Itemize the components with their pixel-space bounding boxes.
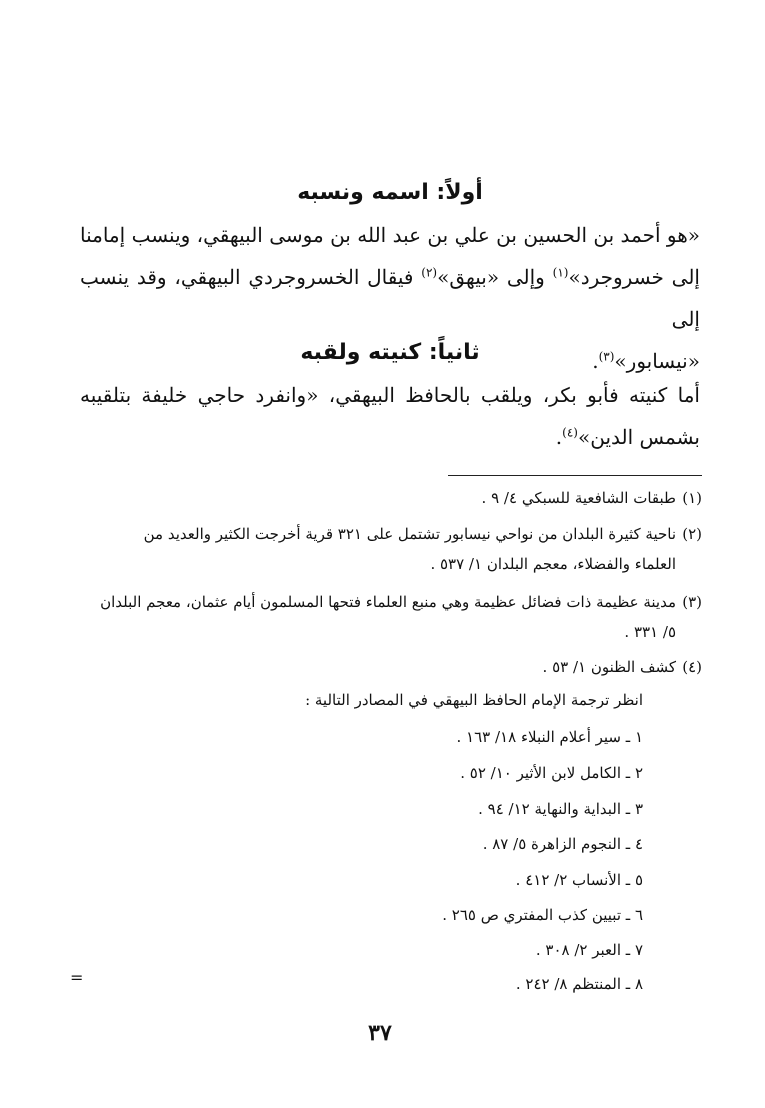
- text-run: .: [555, 425, 563, 449]
- footnote-ref: (١): [552, 265, 569, 280]
- sources-intro: انظر ترجمة الإمام الحافظ البيهقي في المصادر التالية :: [305, 691, 643, 709]
- footnote-number: (١): [682, 489, 702, 507]
- footnote-ref: (٣): [598, 349, 615, 364]
- footnote-3-continued: ٥/ ٣٣١ .: [624, 623, 676, 641]
- footnote-number: (٣): [682, 593, 702, 611]
- continuation-mark: =: [70, 968, 84, 987]
- footnote-1: [80, 483, 702, 513]
- text-run: بشمس الدين»: [577, 425, 700, 449]
- text-run: وإلى «بيهق»: [437, 265, 553, 289]
- footnote-ref: (٤): [562, 425, 578, 440]
- paragraph-line: [80, 416, 700, 458]
- footnote-separator: [448, 475, 702, 476]
- text-run: .: [592, 349, 599, 373]
- source-item: ٢ ـ الكامل لابن الأثير ١٠/ ٥٢ .: [460, 764, 643, 782]
- source-item: ٥ ـ الأنساب ٢/ ٤١٢ .: [515, 871, 643, 889]
- footnote-2-continued: العلماء والفضلاء، معجم البلدان ١/ ٥٣٧ .: [430, 555, 676, 573]
- paragraph-line: [80, 256, 700, 340]
- page-number: ٣٧: [368, 1020, 392, 1046]
- footnote-number: (٢): [682, 525, 702, 543]
- source-item: ٣ ـ البداية والنهاية ١٢/ ٩٤ .: [478, 800, 643, 818]
- source-item: ٧ ـ العبر ٢/ ٣٠٨ .: [535, 941, 643, 959]
- text-run: «نيسابور»: [614, 349, 700, 373]
- footnote-text: طبقات الشافعية للسبكي ٤/ ٩ .: [481, 489, 676, 507]
- footnote-text: ناحية كثيرة البلدان من نواحي نيسابور تشتمل على ٣٢١ قرية أخرجت الكثير والعديد من: [143, 525, 676, 543]
- text-run: فيقال الخسروجردي البيهقي، وقد ينسب إلى: [80, 265, 700, 331]
- footnote-3: [80, 587, 702, 617]
- footnote-text: مدينة عظيمة ذات فضائل عظيمة وهي منبع العلماء فتحها المسلمون أيام عثمان، معجم البلدان: [100, 593, 676, 611]
- section-heading-name: أولاً: اسمه ونسبه: [297, 180, 483, 205]
- section-heading-kunya: ثانياً: كنيته ولقبه: [300, 340, 480, 365]
- footnote-text: كشف الظنون ١/ ٥٣ .: [542, 658, 676, 676]
- text-run: إلى خسروجرد»: [568, 265, 700, 289]
- paragraph-line: أما كنيته فأبو بكر، ويلقب بالحافظ البيهقي، «وانفرد حاجي خليفة بتلقيبه: [80, 383, 700, 407]
- kunya-paragraph: [80, 374, 700, 458]
- source-item: ١ ـ سير أعلام النبلاء ١٨/ ١٦٣ .: [456, 728, 643, 746]
- source-item: ٤ ـ النجوم الزاهرة ٥/ ٨٧ .: [482, 835, 643, 853]
- paragraph-line: «هو أحمد بن الحسين بن علي بن عبد الله بن موسى البيهقي، وينسب إمامنا: [80, 223, 700, 247]
- source-item: ٦ ـ تبيين كذب المفتري ص ٢٦٥ .: [442, 906, 643, 924]
- footnote-4: [80, 652, 702, 682]
- footnote-2: [80, 519, 702, 549]
- footnote-ref: (٢): [421, 265, 438, 280]
- source-item: ٨ ـ المنتظم ٨/ ٢٤٢ .: [515, 975, 643, 993]
- footnote-number: (٤): [682, 658, 702, 676]
